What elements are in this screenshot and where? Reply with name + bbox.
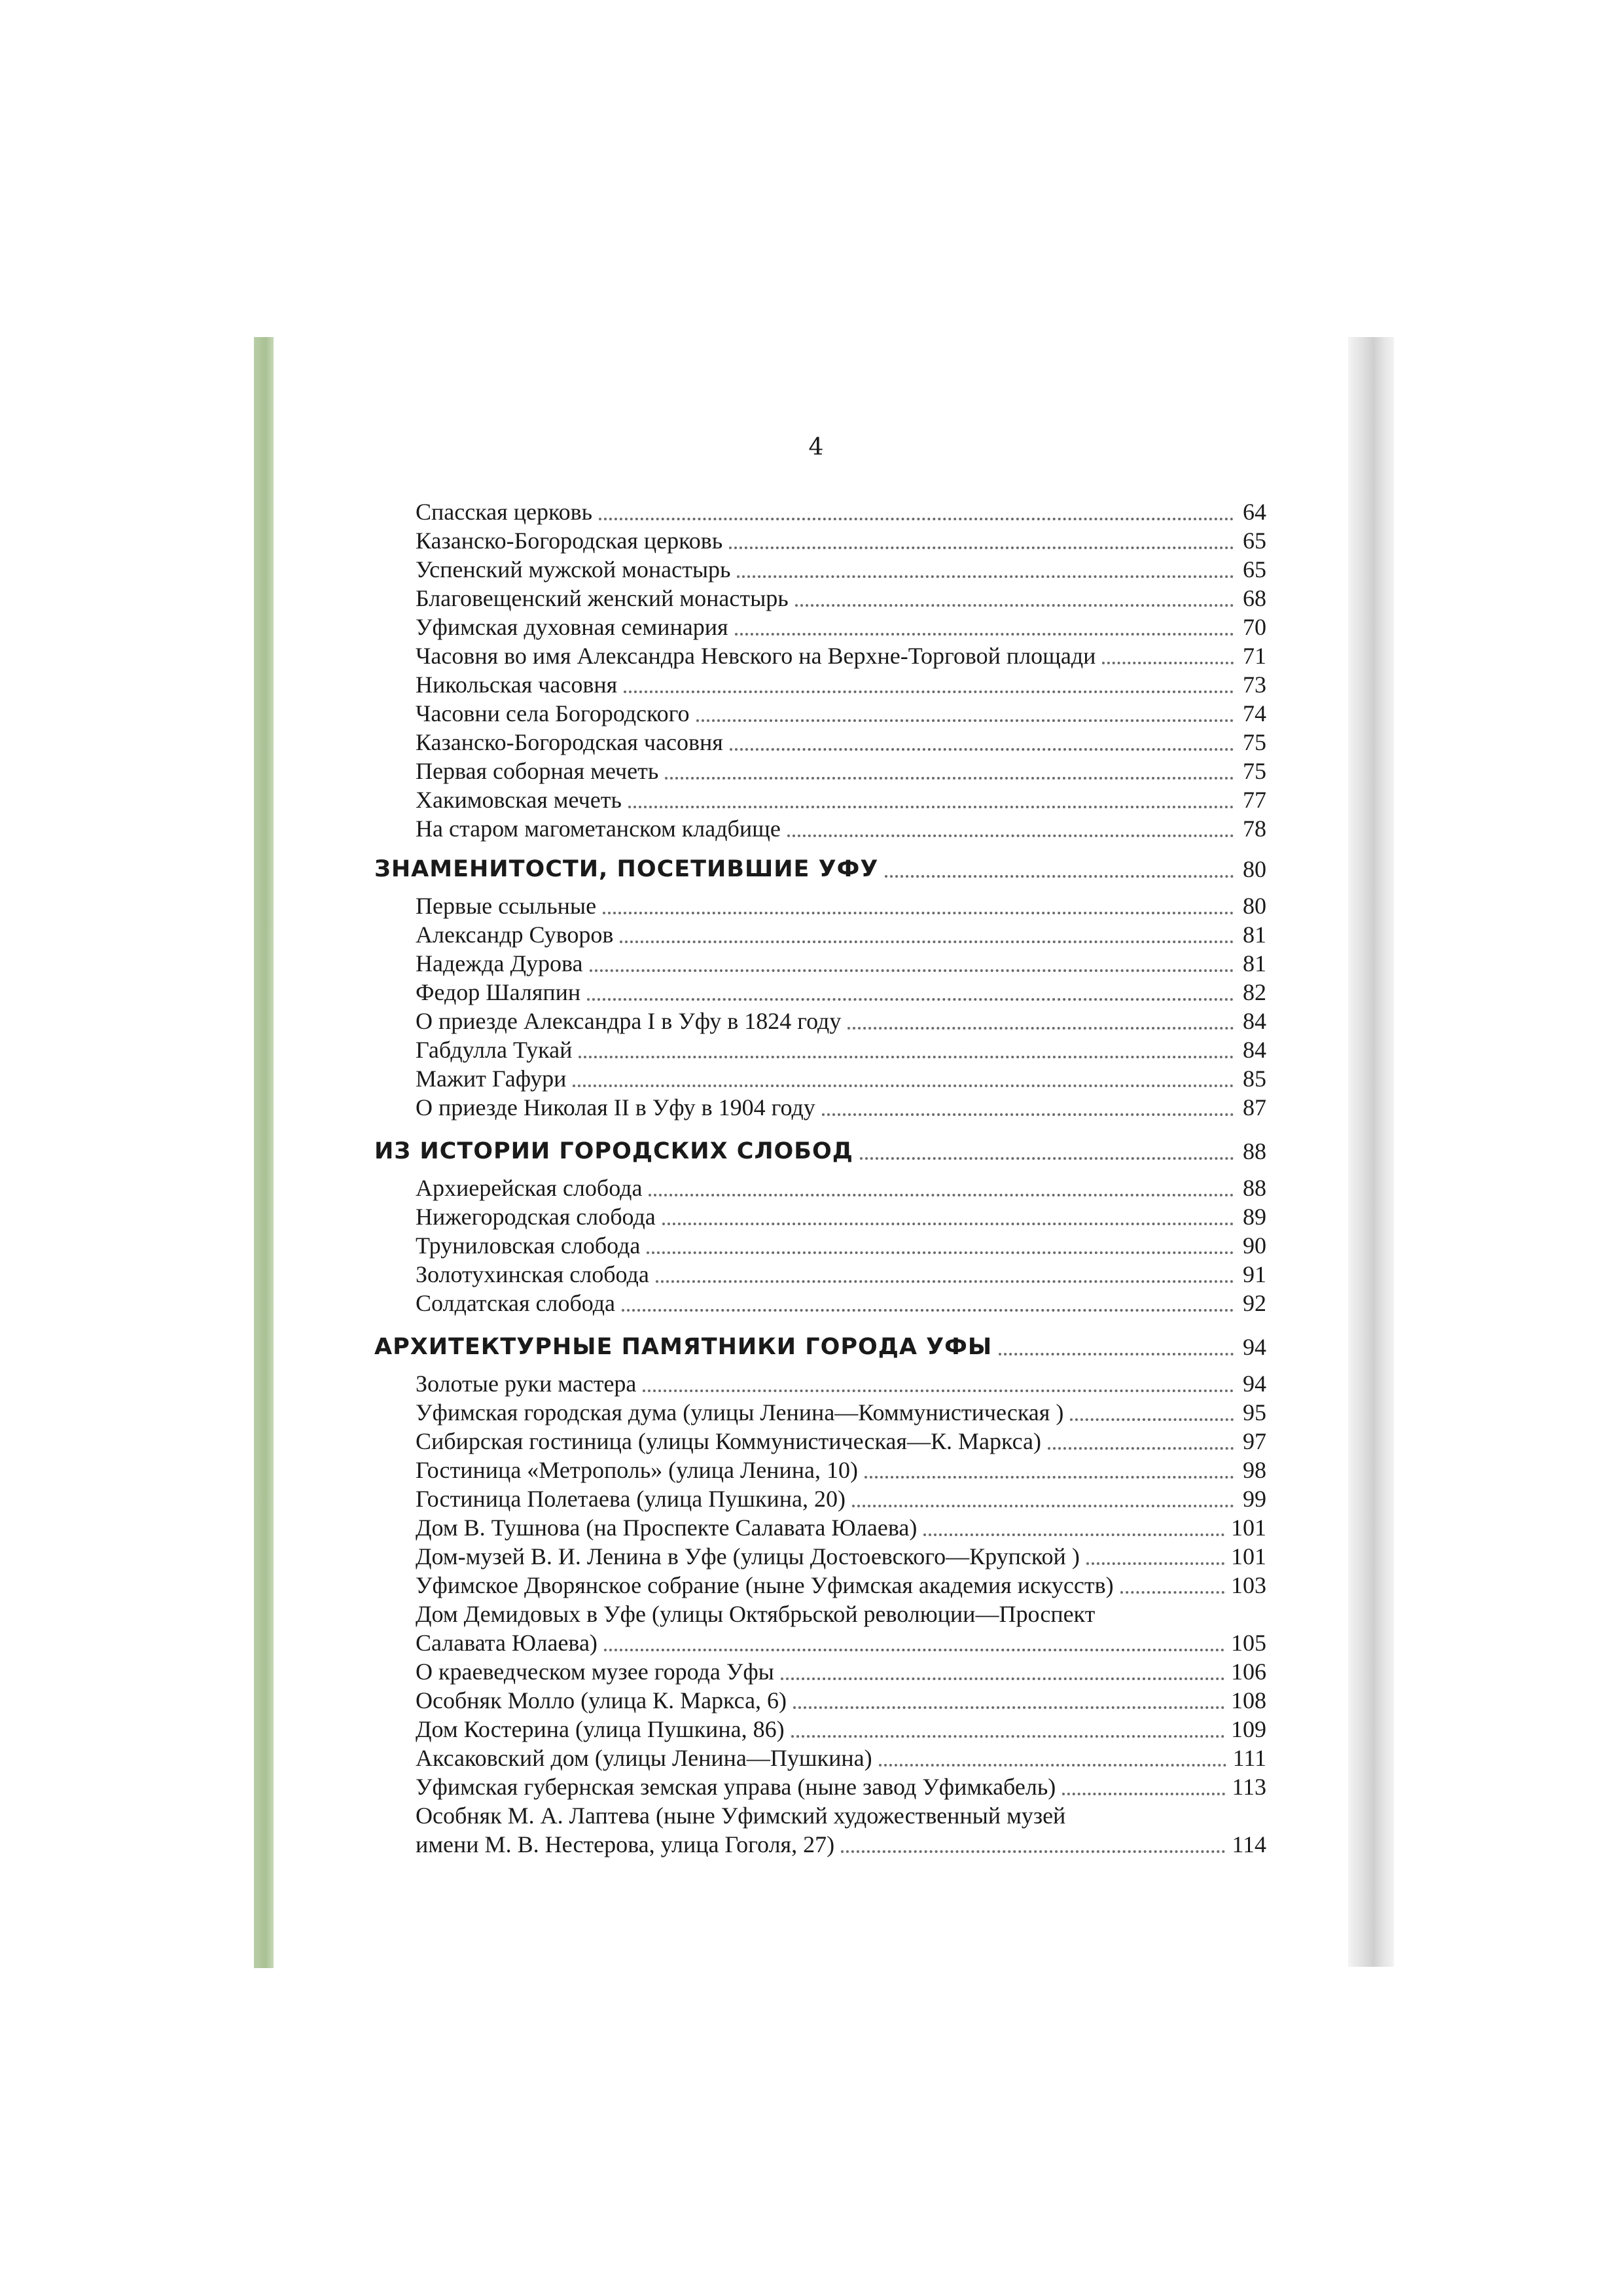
toc-entry-line: Особняк М. А. Лаптева (ныне Уфимский художественный музей	[416, 1803, 1066, 1829]
toc-entry: Никольская часовня 73	[416, 672, 1266, 698]
toc-entry: Золотые руки мастера 94	[416, 1371, 1266, 1397]
toc-entry: Нижегородская слобода 89	[416, 1204, 1266, 1230]
toc-entry: Золотухинская слобода 91	[416, 1261, 1266, 1287]
toc-entry: Александр Суворов 81	[416, 922, 1266, 948]
toc-entry: Первая соборная мечеть 75	[416, 758, 1266, 784]
toc-entry: Благовещенский женский монастырь 68	[416, 585, 1266, 611]
toc-entry: Сибирская гостиница (улицы Коммунистическая—К. Маркса) 97	[416, 1428, 1266, 1454]
toc-entry: Гостиница «Метрополь» (улица Ленина, 10) 98	[416, 1457, 1266, 1483]
toc-entry: Часовни села Богородского 74	[416, 700, 1266, 726]
toc-entry: Дом В. Тушнова (на Проспекте Салавата Юлаева) 101	[416, 1515, 1266, 1541]
toc-entry: Дом-музей В. И. Ленина в Уфе (улицы Достоевского—Крупской ) 101	[416, 1543, 1266, 1570]
page-number: 4	[808, 434, 824, 461]
toc-entry: Гостиница Полетаева (улица Пушкина, 20) 99	[416, 1486, 1266, 1512]
toc-entry: Надежда Дурова 81	[416, 950, 1266, 977]
toc-entry: Уфимская губернская земская управа (ныне завод Уфимкабель) 113	[416, 1774, 1266, 1800]
toc-entry: Салавата Юлаева) 105	[416, 1630, 1266, 1656]
toc-entry: Особняк Молло (улица К. Маркса, 6) 108	[416, 1687, 1266, 1713]
toc-entry: Уфимское Дворянское собрание (ныне Уфимская академия искусств) 103	[416, 1572, 1266, 1598]
toc-entry: Спасская церковь 64	[416, 499, 1266, 525]
toc-entry: Дом Костерина (улица Пушкина, 86) 109	[416, 1716, 1266, 1742]
toc-section-heading: АРХИТЕКТУРНЫЕ ПАМЯТНИКИ ГОРОДА УФЫ 94	[374, 1334, 1266, 1360]
toc-entry: Уфимская городская дума (улицы Ленина—Коммунистическая ) 95	[416, 1399, 1266, 1426]
toc-section-heading: ЗНАМЕНИТОСТИ, ПОСЕТИВШИЕ УФУ 80	[374, 856, 1266, 882]
toc-entry: имени М. В. Нестерова, улица Гоголя, 27) 114	[416, 1831, 1266, 1857]
toc-entry: Аксаковский дом (улицы Ленина—Пушкина) 111	[416, 1745, 1266, 1771]
toc-entry: О приезде Александра I в Уфу в 1824 году 84	[416, 1008, 1266, 1034]
toc-entry-line: Дом Демидовых в Уфе (улицы Октябрьской революции—Проспект	[416, 1601, 1096, 1627]
toc-entry: Федор Шаляпин 82	[416, 979, 1266, 1005]
toc-entry: О приезде Николая II в Уфу в 1904 году 87	[416, 1094, 1266, 1121]
toc-section-heading: ИЗ ИСТОРИИ ГОРОДСКИХ СЛОБОД 88	[374, 1138, 1266, 1164]
toc-entry: Успенский мужской монастырь 65	[416, 556, 1266, 583]
toc-entry: Трунилoвская слобода 90	[416, 1232, 1266, 1259]
toc-entry: Хакимовская мечеть 77	[416, 787, 1266, 813]
toc-entry: Казанско-Богородская часовня 75	[416, 729, 1266, 755]
toc-entry: Габдулла Тукай 84	[416, 1037, 1266, 1063]
toc-entry: Казанско-Богородская церковь 65	[416, 528, 1266, 554]
toc-entry: На старом магометанском кладбище 78	[416, 816, 1266, 842]
toc-entry: Мажит Гафури 85	[416, 1066, 1266, 1092]
toc-entry: Солдатская слобода 92	[416, 1290, 1266, 1316]
toc-entry: Уфимская духовная семинария 70	[416, 614, 1266, 640]
toc-entry: Архиерейская слобода 88	[416, 1175, 1266, 1201]
toc-entry: Часовня во имя Александра Невского на Верхне-Торговой площади 71	[416, 643, 1266, 669]
toc-entry: Первые ссыльные 80	[416, 893, 1266, 919]
toc-entry: О краеведческом музее города Уфы 106	[416, 1659, 1266, 1685]
